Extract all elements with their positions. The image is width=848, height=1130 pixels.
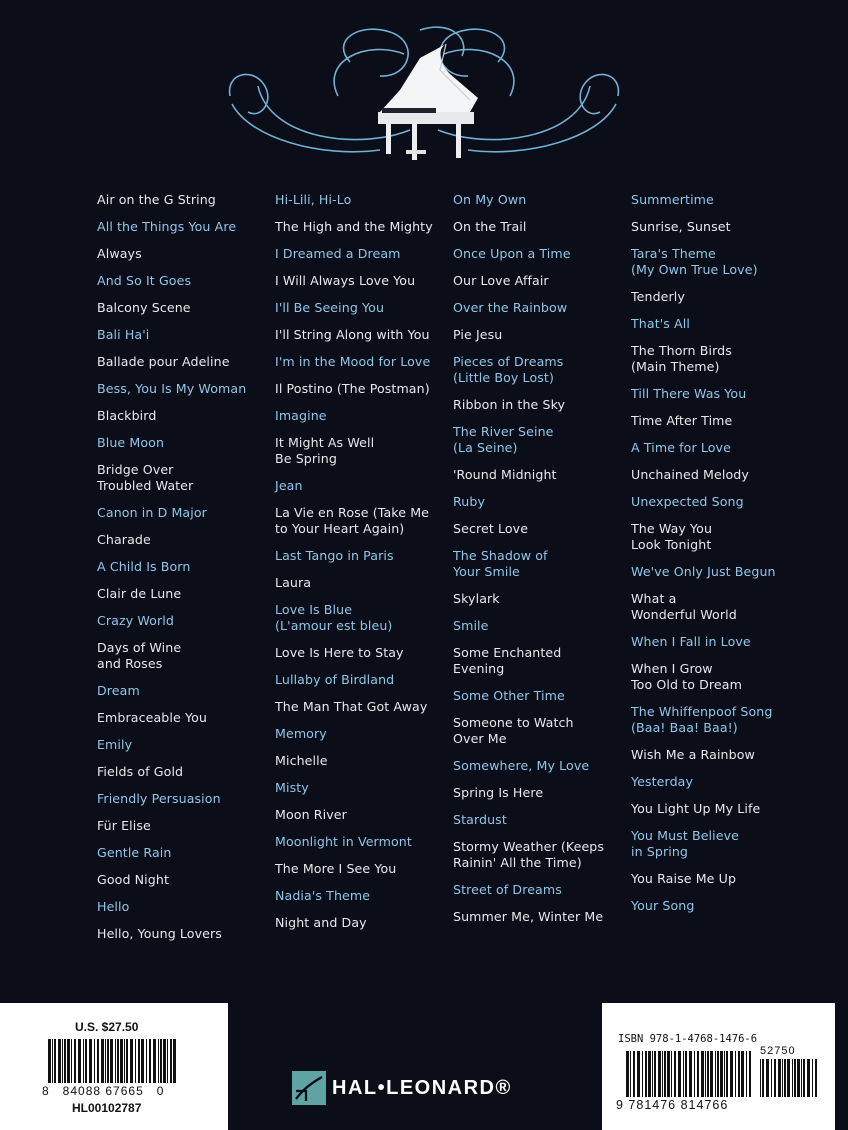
song-title: Unchained Melody bbox=[631, 467, 749, 482]
song-title: Michelle bbox=[275, 753, 328, 768]
song-title: Embraceable You bbox=[97, 710, 207, 725]
song-title: Days of Wine and Roses bbox=[97, 640, 182, 671]
song-title: What a Wonderful World bbox=[631, 591, 737, 622]
song-title: Bridge Over Troubled Water bbox=[97, 462, 194, 493]
song-title: You Light Up My Life bbox=[631, 801, 761, 816]
song-title: Someone to Watch Over Me bbox=[453, 715, 574, 746]
song-title: Wish Me a Rainbow bbox=[631, 747, 755, 762]
price-barcode-icon bbox=[760, 1059, 820, 1097]
song-title: Dream bbox=[97, 683, 140, 698]
song-title: Hello, Young Lovers bbox=[97, 926, 222, 941]
song-title: Ribbon in the Sky bbox=[453, 397, 566, 412]
song-title: Bali Ha'i bbox=[97, 327, 150, 342]
song-title: Blackbird bbox=[97, 408, 157, 423]
song-title: Clair de Lune bbox=[97, 586, 182, 601]
price-code: 52750 bbox=[760, 1045, 796, 1057]
song-title: Some Enchanted Evening bbox=[453, 645, 562, 676]
song-title: I Will Always Love You bbox=[275, 273, 416, 288]
song-title: Ballade pour Adeline bbox=[97, 354, 230, 369]
song-title: Hi-Lili, Hi-Lo bbox=[275, 192, 352, 207]
song-title: Pieces of Dreams (Little Boy Lost) bbox=[453, 354, 564, 385]
song-title: Always bbox=[97, 246, 142, 261]
song-title: Laura bbox=[275, 575, 312, 590]
publisher-name: HAL•LEONARD® bbox=[332, 1076, 512, 1099]
song-title: Smile bbox=[453, 618, 489, 633]
isbn-label: ISBN 978-1-4768-1476-6 bbox=[618, 1033, 758, 1045]
song-title: Misty bbox=[275, 780, 309, 795]
song-title: Charade bbox=[97, 532, 151, 547]
song-title: Good Night bbox=[97, 872, 169, 887]
song-title: Tenderly bbox=[631, 289, 685, 304]
song-title: Nadia's Theme bbox=[275, 888, 371, 903]
song-title: Secret Love bbox=[453, 521, 529, 536]
song-title: And So It Goes bbox=[97, 273, 192, 288]
price-label: U.S. $27.50 bbox=[75, 1020, 139, 1034]
song-title: The Man That Got Away bbox=[275, 699, 428, 714]
song-title: Yesterday bbox=[631, 774, 694, 789]
song-title: Some Other Time bbox=[453, 688, 565, 703]
song-title: Bess, You Is My Woman bbox=[97, 381, 247, 396]
song-title: Love Is Here to Stay bbox=[275, 645, 404, 660]
song-column-4 bbox=[631, 192, 806, 925]
song-title: Somewhere, My Love bbox=[453, 758, 590, 773]
song-title: Night and Day bbox=[275, 915, 367, 930]
song-title: The River Seine (La Seine) bbox=[453, 424, 554, 455]
song-title: Lullaby of Birdland bbox=[275, 672, 395, 687]
song-column-3 bbox=[453, 192, 628, 936]
song-title: Stardust bbox=[453, 812, 507, 827]
upc-barcode-icon bbox=[48, 1039, 178, 1083]
upc-barcode-panel bbox=[0, 1003, 228, 1130]
song-title: When I Fall in Love bbox=[631, 634, 751, 649]
song-title: Fields of Gold bbox=[97, 764, 184, 779]
song-title: I'll String Along with You bbox=[275, 327, 430, 342]
song-title: Love Is Blue (L'amour est bleu) bbox=[275, 602, 393, 633]
song-title: It Might As Well Be Spring bbox=[275, 435, 375, 466]
song-title: Time After Time bbox=[631, 413, 733, 428]
grand-piano-icon bbox=[378, 44, 478, 160]
song-title: A Child Is Born bbox=[97, 559, 191, 574]
song-title: You Raise Me Up bbox=[631, 871, 737, 886]
song-title: Your Song bbox=[631, 898, 695, 913]
song-title: Il Postino (The Postman) bbox=[275, 381, 430, 396]
song-title: Für Elise bbox=[97, 818, 151, 833]
song-title: When I Grow Too Old to Dream bbox=[631, 661, 742, 692]
song-title: Gentle Rain bbox=[97, 845, 172, 860]
song-title: Spring Is Here bbox=[453, 785, 544, 800]
song-title: Emily bbox=[97, 737, 133, 752]
song-title: Balcony Scene bbox=[97, 300, 191, 315]
song-title: The High and the Mighty bbox=[275, 219, 433, 234]
ean-digits: 9 781476 814766 bbox=[616, 1098, 729, 1112]
song-title: Unexpected Song bbox=[631, 494, 744, 509]
song-title: We've Only Just Begun bbox=[631, 564, 776, 579]
song-title: On the Trail bbox=[453, 219, 527, 234]
song-title: Sunrise, Sunset bbox=[631, 219, 731, 234]
song-title: Memory bbox=[275, 726, 327, 741]
song-title: I'll Be Seeing You bbox=[275, 300, 385, 315]
isbn-barcode-panel bbox=[602, 1003, 835, 1130]
song-title: That's All bbox=[631, 316, 690, 331]
song-title: I'm in the Mood for Love bbox=[275, 354, 431, 369]
song-title: Ruby bbox=[453, 494, 486, 509]
ean-barcode-icon bbox=[626, 1051, 754, 1097]
song-column-1 bbox=[97, 192, 272, 953]
song-title: La Vie en Rose (Take Me to Your Heart Again) bbox=[275, 505, 430, 536]
publisher-logo bbox=[292, 1071, 512, 1105]
song-title: Hello bbox=[97, 899, 130, 914]
song-title: A Time for Love bbox=[631, 440, 731, 455]
song-title: All the Things You Are bbox=[97, 219, 237, 234]
song-title: 'Round Midnight bbox=[453, 467, 557, 482]
song-title: Last Tango in Paris bbox=[275, 548, 394, 563]
song-title: The Way You Look Tonight bbox=[631, 521, 713, 552]
song-title: Canon in D Major bbox=[97, 505, 207, 520]
song-title: You Must Believe in Spring bbox=[631, 828, 739, 859]
song-title: Tara's Theme (My Own True Love) bbox=[631, 246, 758, 277]
song-title: Friendly Persuasion bbox=[97, 791, 221, 806]
song-title: Air on the G String bbox=[97, 192, 216, 207]
song-title: Summer Me, Winter Me bbox=[453, 909, 604, 924]
song-title: Once Upon a Time bbox=[453, 246, 571, 261]
song-title: Summertime bbox=[631, 192, 714, 207]
song-title: Pie Jesu bbox=[453, 327, 503, 342]
song-title: Crazy World bbox=[97, 613, 174, 628]
song-title: Skylark bbox=[453, 591, 500, 606]
song-title: Till There Was You bbox=[631, 386, 747, 401]
upc-digits: 8 84088 67665 0 bbox=[42, 1084, 165, 1098]
song-title: Stormy Weather (Keeps Rainin' All the Time) bbox=[453, 839, 605, 870]
song-title: Blue Moon bbox=[97, 435, 165, 450]
song-title: Jean bbox=[275, 478, 303, 493]
song-title: The Whiffenpoof Song (Baa! Baa! Baa!) bbox=[631, 704, 773, 735]
song-title: Street of Dreams bbox=[453, 882, 562, 897]
song-title: Over the Rainbow bbox=[453, 300, 568, 315]
song-title: Moonlight in Vermont bbox=[275, 834, 412, 849]
song-title: Our Love Affair bbox=[453, 273, 549, 288]
song-title: The More I See You bbox=[275, 861, 397, 876]
song-title: Imagine bbox=[275, 408, 327, 423]
piano-swirl-art bbox=[0, 0, 848, 180]
song-column-2 bbox=[275, 192, 450, 942]
song-title: The Thorn Birds (Main Theme) bbox=[631, 343, 732, 374]
item-number: HL00102787 bbox=[72, 1101, 142, 1115]
song-title: Moon River bbox=[275, 807, 347, 822]
hal-leonard-logo-mark-icon bbox=[292, 1071, 326, 1105]
song-title: The Shadow of Your Smile bbox=[453, 548, 548, 579]
song-title: On My Own bbox=[453, 192, 527, 207]
song-title: I Dreamed a Dream bbox=[275, 246, 401, 261]
